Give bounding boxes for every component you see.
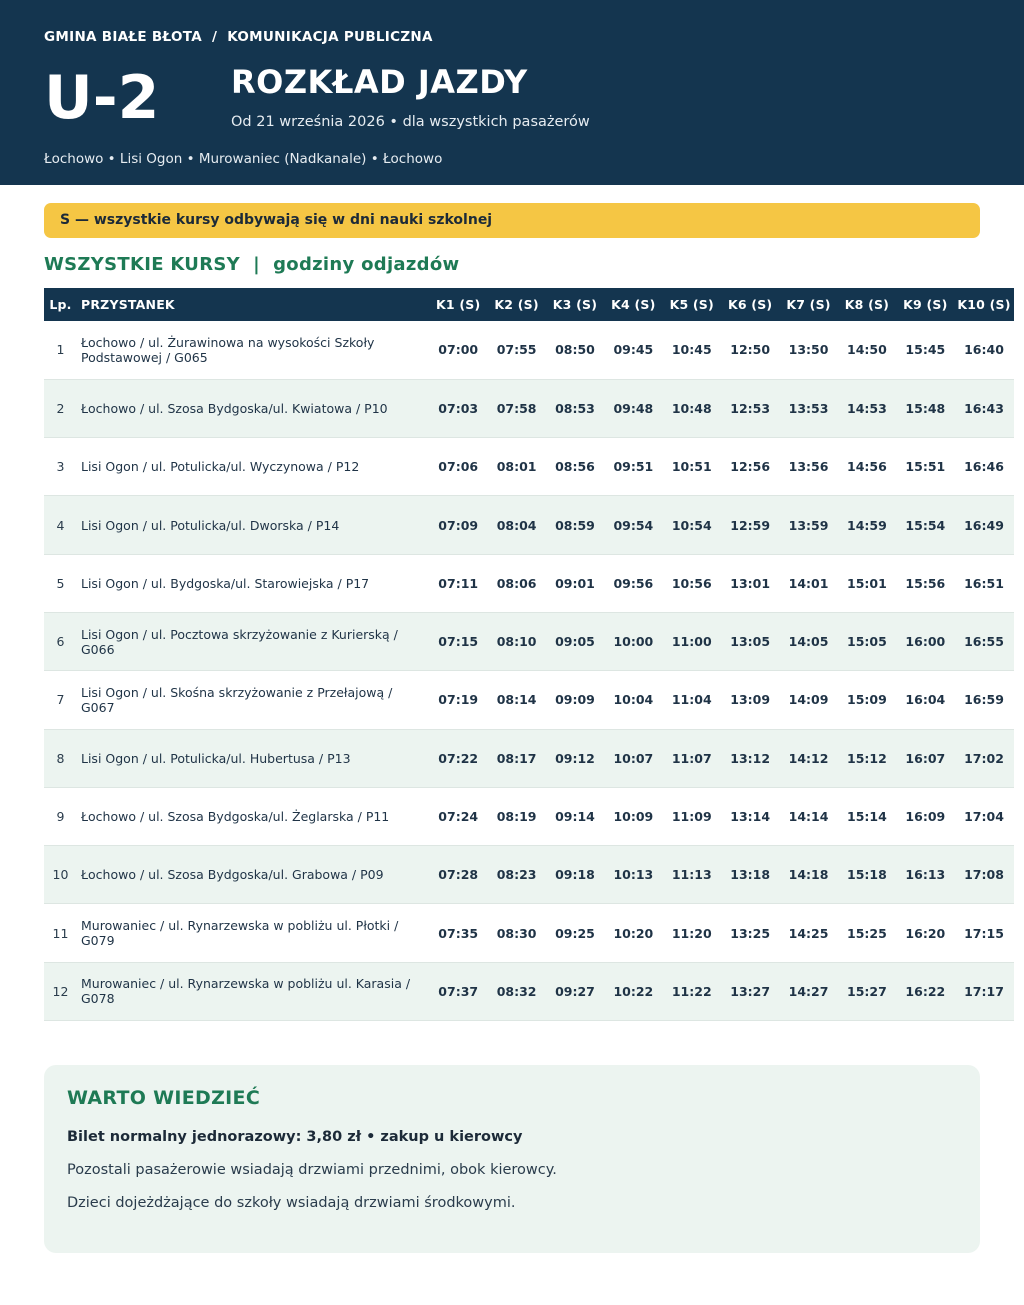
departure-time: 13:59 xyxy=(788,517,829,533)
departure-time: 11:04 xyxy=(671,692,712,708)
page-header xyxy=(0,0,1024,185)
row-number: 3 xyxy=(56,459,65,475)
departure-time: 12:56 xyxy=(730,459,771,475)
departure-time: 12:59 xyxy=(730,517,771,533)
departure-time: 11:13 xyxy=(671,867,712,883)
departure-time: 09:45 xyxy=(613,342,654,358)
departure-time: 13:53 xyxy=(788,400,829,416)
departure-time: 17:02 xyxy=(964,750,1004,766)
departure-time: 14:05 xyxy=(788,634,829,650)
departure-time: 10:20 xyxy=(613,925,654,941)
table-row xyxy=(44,846,1014,904)
row-number: 8 xyxy=(56,750,65,766)
departure-time: 08:23 xyxy=(496,867,537,883)
departure-time: 07:28 xyxy=(438,867,479,883)
departure-time: 16:20 xyxy=(905,925,946,941)
row-number: 6 xyxy=(56,634,65,650)
table-row xyxy=(44,962,1014,1020)
departure-time: 16:55 xyxy=(964,634,1004,650)
section-title: WSZYSTKIE KURSY | godziny odjazdów xyxy=(44,254,460,275)
column-header-stop: PRZYSTANEK xyxy=(81,297,175,312)
departure-time: 14:14 xyxy=(788,809,829,825)
ticket-price: Bilet normalny jednorazowy: 3,80 zł • zakup u kierowcy xyxy=(67,1129,523,1145)
departure-time: 10:48 xyxy=(671,400,712,416)
column-header-course: K3 (S) xyxy=(552,297,598,312)
stop-name: Łochowo / ul. Szosa Bydgoska/ul. Grabowa / P09 xyxy=(81,867,384,883)
departure-time: 14:59 xyxy=(847,517,887,533)
timetable xyxy=(44,288,1014,1021)
departure-time: 17:17 xyxy=(964,983,1004,999)
departure-time: 17:04 xyxy=(964,809,1004,825)
departure-time: 13:14 xyxy=(730,809,771,825)
departure-time: 13:12 xyxy=(730,750,771,766)
info-title: WARTO WIEDZIEĆ xyxy=(67,1087,261,1109)
stop-name: Łochowo / ul. Żurawinowa na wysokości Szkoły Podstawowej / G065 xyxy=(81,334,375,365)
departure-time: 15:51 xyxy=(905,459,946,475)
table-body xyxy=(44,321,1014,1021)
departure-time: 07:03 xyxy=(438,400,479,416)
departure-time: 08:10 xyxy=(496,634,537,650)
departure-time: 08:14 xyxy=(496,692,537,708)
departure-time: 10:54 xyxy=(671,517,712,533)
stop-name: Łochowo / ul. Szosa Bydgoska/ul. Kwiatowa / P10 xyxy=(81,400,388,416)
table-header-row xyxy=(44,288,1014,321)
departure-time: 10:22 xyxy=(613,983,654,999)
departure-time: 13:18 xyxy=(730,867,771,883)
departure-time: 08:53 xyxy=(555,400,595,416)
stop-name: Murowaniec / ul. Rynarzewska w pobliżu ul. Płotki / G079 xyxy=(81,918,399,949)
row-number: 9 xyxy=(56,809,65,825)
departure-time: 14:01 xyxy=(788,575,829,591)
page-title: ROZKŁAD JAZDY xyxy=(231,63,528,101)
departure-time: 11:22 xyxy=(671,983,712,999)
table-row xyxy=(44,554,1014,612)
departure-time: 11:00 xyxy=(671,634,712,650)
school-days-notice: S — wszystkie kursy odbywają się w dni nauki szkolnej xyxy=(44,203,980,238)
departure-time: 11:07 xyxy=(671,750,712,766)
departure-time: 13:01 xyxy=(730,575,771,591)
stop-name: Lisi Ogon / ul. Bydgoska/ul. Starowiejska / P17 xyxy=(81,575,370,591)
departure-time: 09:01 xyxy=(555,575,595,591)
departure-time: 10:04 xyxy=(613,692,654,708)
departure-time: 10:07 xyxy=(613,750,654,766)
departure-time: 16:49 xyxy=(964,517,1004,533)
departure-time: 13:50 xyxy=(788,342,829,358)
departure-time: 08:04 xyxy=(496,517,537,533)
info-box xyxy=(44,1065,980,1253)
departure-time: 16:13 xyxy=(905,867,946,883)
departure-time: 08:17 xyxy=(496,750,537,766)
departure-time: 07:19 xyxy=(438,692,479,708)
departure-time: 09:56 xyxy=(613,575,654,591)
row-number: 4 xyxy=(56,517,65,533)
stop-name: Lisi Ogon / ul. Potulicka/ul. Wyczynowa / P12 xyxy=(81,459,360,475)
departure-time: 08:19 xyxy=(496,809,537,825)
departure-time: 16:04 xyxy=(905,692,946,708)
departure-time: 09:14 xyxy=(555,809,595,825)
departure-time: 07:37 xyxy=(438,983,479,999)
departure-time: 15:25 xyxy=(847,925,887,941)
departure-time: 15:56 xyxy=(905,575,946,591)
column-header-course: K4 (S) xyxy=(611,297,656,312)
departure-time: 09:51 xyxy=(613,459,654,475)
departure-time: 13:25 xyxy=(730,925,771,941)
departure-time: 15:45 xyxy=(905,342,946,358)
table-row xyxy=(44,729,1014,787)
table-row xyxy=(44,787,1014,845)
departure-time: 08:50 xyxy=(555,342,595,358)
row-number: 1 xyxy=(56,342,65,358)
column-header-course: K2 (S) xyxy=(494,297,539,312)
column-header-course: K8 (S) xyxy=(844,297,890,312)
column-header-course: K1 (S) xyxy=(436,297,481,312)
row-number: 7 xyxy=(56,692,65,708)
departure-time: 16:00 xyxy=(905,634,946,650)
departure-time: 08:59 xyxy=(555,517,595,533)
departure-time: 07:22 xyxy=(438,750,479,766)
row-number: 12 xyxy=(52,983,69,999)
table-row xyxy=(44,496,1014,554)
info-line: Pozostali pasażerowie wsiadają drzwiami przednimi, obok kierowcy. xyxy=(67,1162,557,1178)
departure-time: 12:50 xyxy=(730,342,771,358)
stop-name: Murowaniec / ul. Rynarzewska w pobliżu ul. Karasia / G078 xyxy=(81,976,411,1007)
table-row xyxy=(44,671,1014,729)
table-row xyxy=(44,612,1014,670)
departure-time: 09:27 xyxy=(555,983,595,999)
departure-time: 14:53 xyxy=(847,400,887,416)
departure-time: 10:09 xyxy=(613,809,654,825)
departure-time: 08:30 xyxy=(496,925,537,941)
row-number: 11 xyxy=(52,925,69,941)
row-number: 10 xyxy=(52,867,69,883)
departure-time: 10:00 xyxy=(613,634,654,650)
departure-time: 16:59 xyxy=(964,692,1004,708)
departure-time: 11:09 xyxy=(671,809,712,825)
table-row xyxy=(44,321,1014,379)
departure-time: 07:00 xyxy=(438,342,479,358)
departure-time: 10:45 xyxy=(671,342,712,358)
departure-time: 07:09 xyxy=(438,517,479,533)
stop-name: Lisi Ogon / ul. Potulicka/ul. Hubertusa / P13 xyxy=(81,750,351,766)
row-number: 2 xyxy=(56,400,65,416)
table-row xyxy=(44,438,1014,496)
departure-time: 09:25 xyxy=(555,925,595,941)
column-header-course: K7 (S) xyxy=(786,297,831,312)
departure-time: 09:12 xyxy=(555,750,595,766)
departure-time: 07:15 xyxy=(438,634,479,650)
column-header-course: K10 (S) xyxy=(957,297,1011,312)
departure-time: 15:09 xyxy=(847,692,887,708)
departure-time: 07:11 xyxy=(438,575,479,591)
departure-time: 07:55 xyxy=(496,342,537,358)
departure-time: 15:48 xyxy=(905,400,946,416)
departure-time: 13:27 xyxy=(730,983,771,999)
departure-time: 09:48 xyxy=(613,400,654,416)
departure-time: 07:35 xyxy=(438,925,479,941)
stop-name: Lisi Ogon / ul. Potulicka/ul. Dworska / P14 xyxy=(81,517,340,533)
departure-time: 08:56 xyxy=(555,459,595,475)
departure-time: 16:07 xyxy=(905,750,946,766)
column-header-lp: Lp. xyxy=(49,297,72,312)
breadcrumb: GMINA BIAŁE BŁOTA / KOMUNIKACJA PUBLICZNA xyxy=(44,29,433,45)
stop-name: Łochowo / ul. Szosa Bydgoska/ul. Żeglarska / P11 xyxy=(81,809,390,825)
departure-time: 15:12 xyxy=(847,750,887,766)
stop-name: Lisi Ogon / ul. Pocztowa skrzyżowanie z Kurierską / G066 xyxy=(81,626,398,657)
line-number: U-2 xyxy=(44,63,160,133)
departure-time: 12:53 xyxy=(730,400,771,416)
departure-time: 14:25 xyxy=(788,925,829,941)
departure-time: 08:06 xyxy=(496,575,537,591)
stop-name: Lisi Ogon / ul. Skośna skrzyżowanie z Przełajową / G067 xyxy=(81,684,393,715)
departure-time: 13:09 xyxy=(730,692,771,708)
departure-time: 15:54 xyxy=(905,517,946,533)
row-number: 5 xyxy=(56,575,65,591)
departure-time: 14:09 xyxy=(788,692,829,708)
departure-time: 11:20 xyxy=(671,925,712,941)
departure-time: 17:08 xyxy=(964,867,1004,883)
info-line: Dzieci dojeżdżające do szkoły wsiadają drzwiami środkowymi. xyxy=(67,1195,516,1211)
departure-time: 14:50 xyxy=(847,342,887,358)
departure-time: 17:15 xyxy=(964,925,1004,941)
departure-time: 16:22 xyxy=(905,983,946,999)
departure-time: 15:05 xyxy=(847,634,887,650)
departure-time: 14:18 xyxy=(788,867,829,883)
departure-time: 15:27 xyxy=(847,983,887,999)
departure-time: 16:40 xyxy=(964,342,1004,358)
validity-subtitle: Od 21 września 2026 • dla wszystkich pasażerów xyxy=(231,114,590,130)
column-header-course: K6 (S) xyxy=(727,297,773,312)
route-description: Łochowo • Lisi Ogon • Murowaniec (Nadkanale) • Łochowo xyxy=(44,151,443,167)
table-row xyxy=(44,904,1014,962)
departure-time: 09:54 xyxy=(613,517,654,533)
departure-time: 14:12 xyxy=(788,750,829,766)
departure-time: 14:56 xyxy=(847,459,887,475)
departure-time: 13:56 xyxy=(788,459,829,475)
departure-time: 10:56 xyxy=(671,575,712,591)
departure-time: 09:05 xyxy=(555,634,595,650)
departure-time: 08:32 xyxy=(496,983,537,999)
departure-time: 16:51 xyxy=(964,575,1004,591)
departure-time: 08:01 xyxy=(496,459,537,475)
departure-time: 07:24 xyxy=(438,809,479,825)
departure-time: 16:46 xyxy=(964,459,1004,475)
departure-time: 15:14 xyxy=(847,809,887,825)
column-header-course: K9 (S) xyxy=(903,297,948,312)
departure-time: 10:51 xyxy=(671,459,712,475)
departure-time: 14:27 xyxy=(788,983,829,999)
departure-time: 09:18 xyxy=(555,867,595,883)
departure-time: 07:58 xyxy=(496,400,537,416)
table-row xyxy=(44,379,1014,437)
column-header-course: K5 (S) xyxy=(669,297,714,312)
departure-time: 15:01 xyxy=(847,575,887,591)
departure-time: 16:09 xyxy=(905,809,946,825)
departure-time: 13:05 xyxy=(730,634,771,650)
departure-time: 09:09 xyxy=(555,692,595,708)
departure-time: 16:43 xyxy=(964,400,1004,416)
departure-time: 15:18 xyxy=(847,867,887,883)
departure-time: 10:13 xyxy=(613,867,654,883)
departure-time: 07:06 xyxy=(438,459,479,475)
